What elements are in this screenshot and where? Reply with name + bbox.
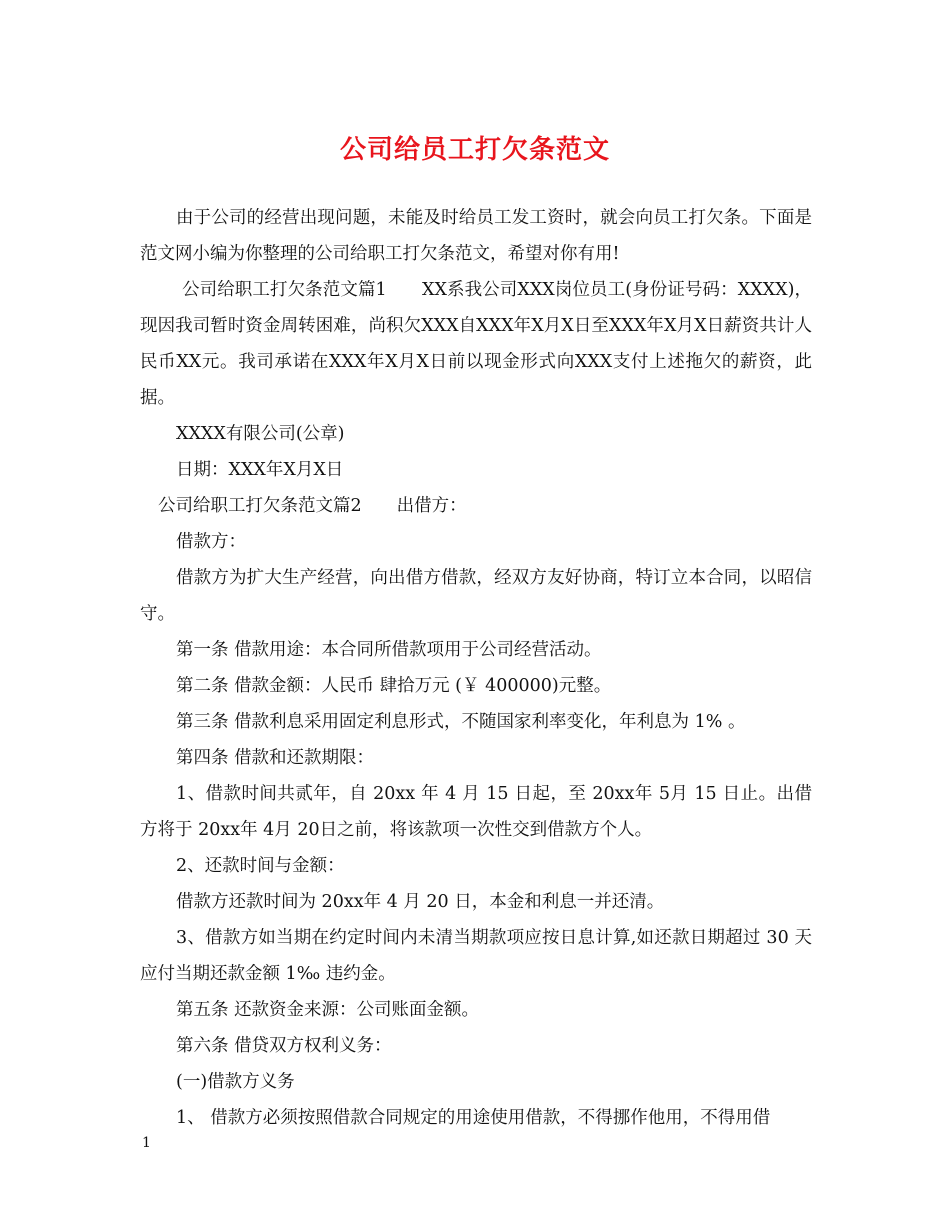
paragraph-intro: 由于公司的经营出现问题，未能及时给员工发工资时，就会向员工打欠条。下面是范文网小编为你整理的公司给职工打欠条范文，希望对你有用!: [140, 208, 812, 264]
paragraph-article-6: 第六条 借贷双方权利义务：: [176, 1036, 392, 1056]
paragraph-loan-term: 1、借款时间共贰年，自 20xx 年 4 月 15 日起，至 20xx年 5月 15 日止。出借方将于 20xx年 4月 20日之前，将该款项一次性交到借款方个人。: [140, 784, 812, 840]
paragraph-borrower: 借款方：: [176, 532, 246, 552]
page-number: 1: [142, 1135, 151, 1151]
paragraph-repayment-time: 借款方还款时间为 20xx年 4 月 20 日，本金和利息一并还清。: [176, 892, 665, 912]
paragraph-article-2: 第二条 借款金额：人民币 肆拾万元 (￥ 400000)元整。: [176, 676, 612, 696]
paragraph-article-3: 第三条 借款利息采用固定利息形式，不随国家利率变化，年利息为 1% 。: [176, 712, 746, 732]
paragraph-article-4: 第四条 借款和还款期限：: [176, 748, 375, 768]
document-body: [140, 200, 812, 1136]
paragraph-sample-2-heading: 公司给职工打欠条范文篇2 出借方：: [158, 496, 467, 516]
document-title: 公司给员工打欠条范文: [339, 135, 610, 165]
paragraph-preamble: 借款方为扩大生产经营，向出借方借款，经双方友好协商，特订立本合同，以昭信守。: [140, 568, 812, 624]
paragraph-article-5: 第五条 还款资金来源：公司账面金额。: [176, 1000, 480, 1020]
paragraph-borrower-duties: (一)借款方义务: [176, 1072, 295, 1092]
paragraph-repayment-heading: 2、还款时间与金额：: [176, 856, 345, 876]
paragraph-sample-1: 公司给职工打欠条范文篇1 XX系我公司XXX岗位员工(身份证号码：XXXX)，现因我司暂时资金周转困难，尚积欠XXX自XXX年X月X日至XXX年X月X日薪资共计人民币XX元。我司承诺在XXX年X月X日前以现金形式向XXX支付上述拖欠的薪资，此据。: [140, 280, 812, 408]
paragraph-date: 日期：XXX年X月X日: [176, 460, 344, 480]
paragraph-company-seal: XXXX有限公司(公章): [176, 424, 345, 444]
paragraph-penalty: 3、借款方如当期在约定时间内未清当期款项应按日息计算,如还款日期超过 30 天应付当期还款金额 1‰ 违约金。: [140, 928, 812, 984]
paragraph-duty-1: 1、 借款方必须按照借款合同规定的用途使用借款，不得挪作他用，不得用借: [176, 1108, 771, 1128]
paragraph-article-1: 第一条 借款用途：本合同所借款项用于公司经营活动。: [176, 640, 602, 660]
